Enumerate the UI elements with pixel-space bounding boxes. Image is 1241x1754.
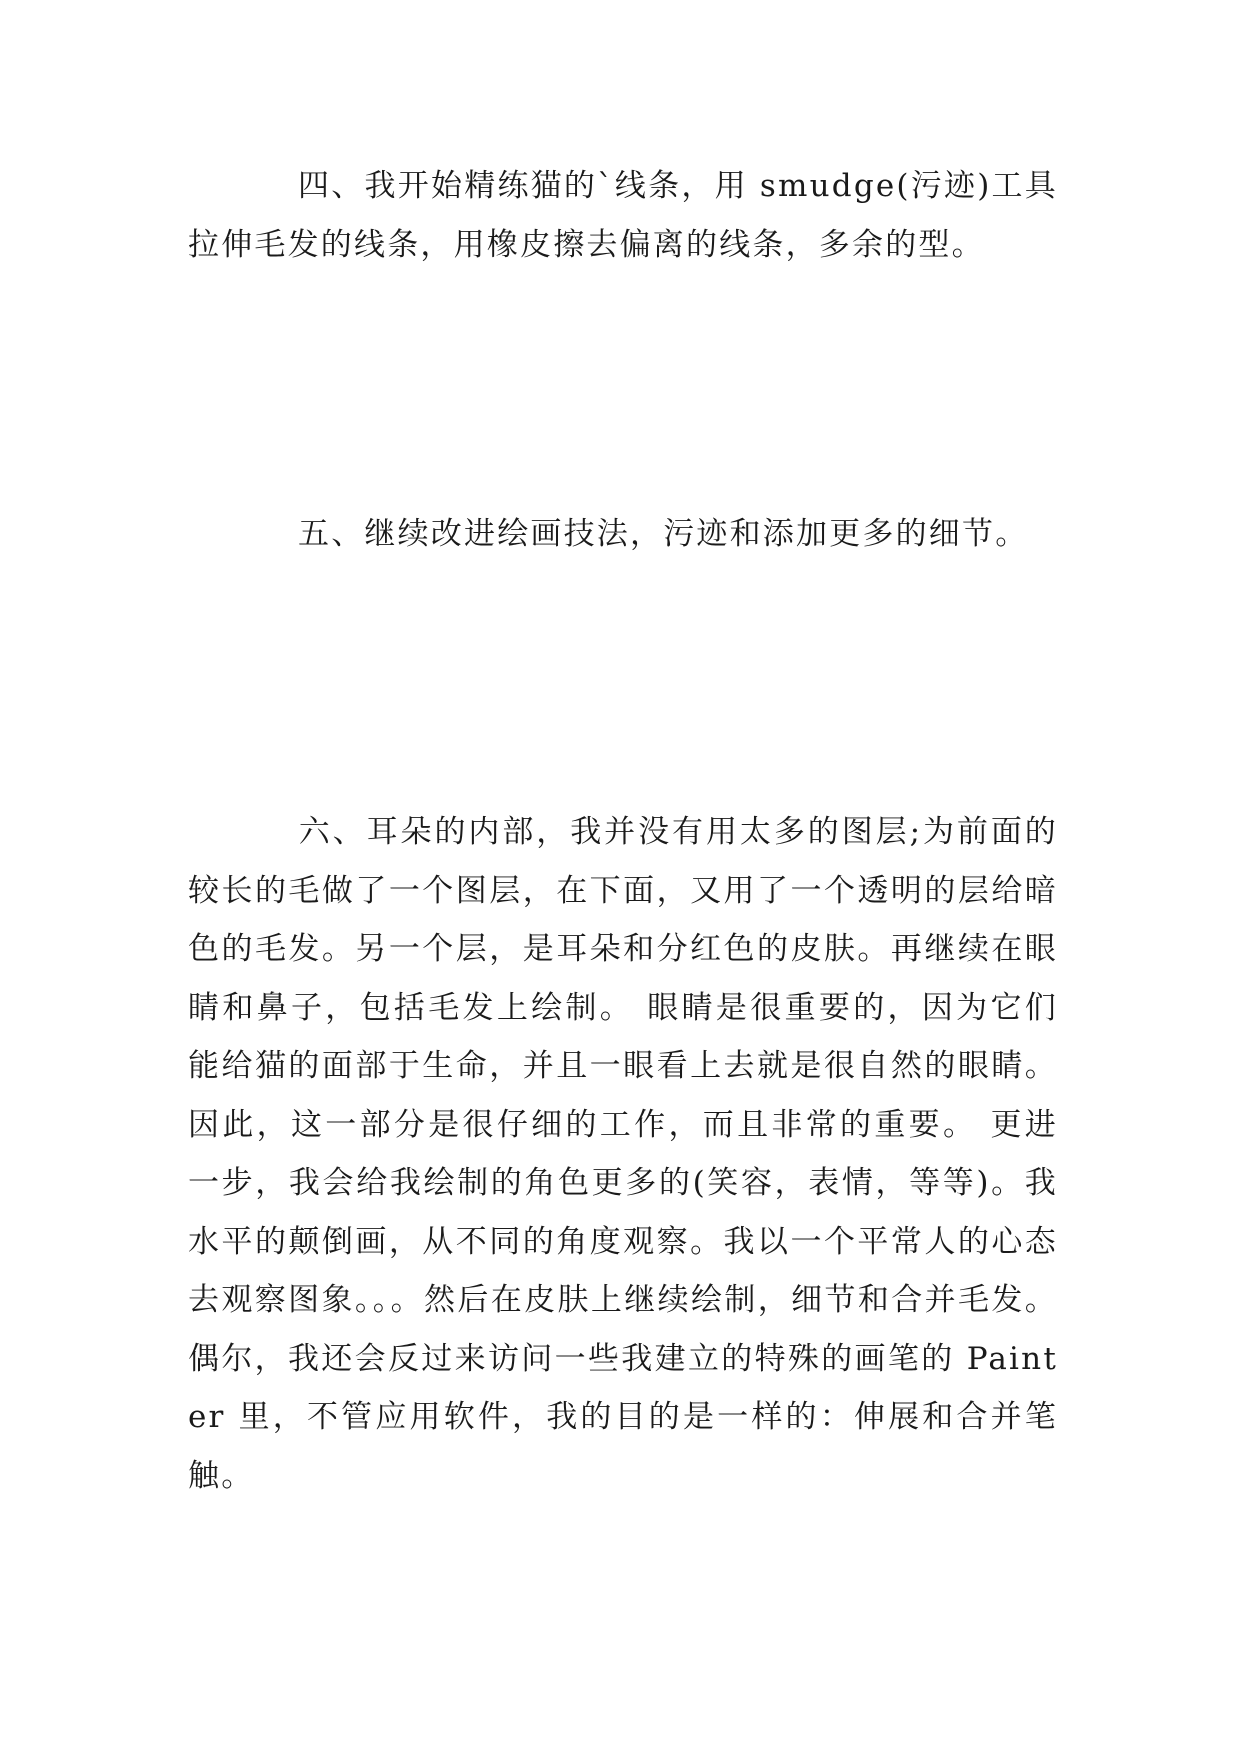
paragraph-step-4 bbox=[188, 157, 1058, 274]
paragraph-text: 五、继续改进绘画技法，污迹和添加更多的细节。 bbox=[298, 516, 1029, 552]
paragraph-text: 四、我开始精练猫的`线条，用 smudge(污迹)工具拉伸毛发的线条，用橡皮擦去偏离的线条，多余的型。 bbox=[188, 168, 1058, 263]
paragraph-text: 六、耳朵的内部，我并没有用太多的图层;为前面的较长的毛做了一个图层，在下面，又用了一个透明的层给暗色的毛发。另一个层，是耳朵和分红色的皮肤。再继续在眼睛和鼻子，包括毛发上绘制。 眼睛是很重要的，因为它们能给猫的面部于生命，并且一眼看上去就是很自然的眼睛。因此，这一部分是很仔细的工作，而且非常的重要。 更进一步，我会给我绘制的角色更多的(笑容，表情，等等)。我水平的颠倒画，从不同的角度观察。我以一个平常人的心态去观察图象。。。然后在皮肤上继续绘制，细节和合并毛发。偶尔，我还会反过来访问一些我建立的特殊的画笔的 Painter 里，不管应用软件，我的目的是一样的：伸展和合并笔触。 bbox=[188, 814, 1058, 1494]
paragraph-step-6 bbox=[188, 803, 1058, 1505]
paragraph-step-5 bbox=[188, 505, 1058, 564]
